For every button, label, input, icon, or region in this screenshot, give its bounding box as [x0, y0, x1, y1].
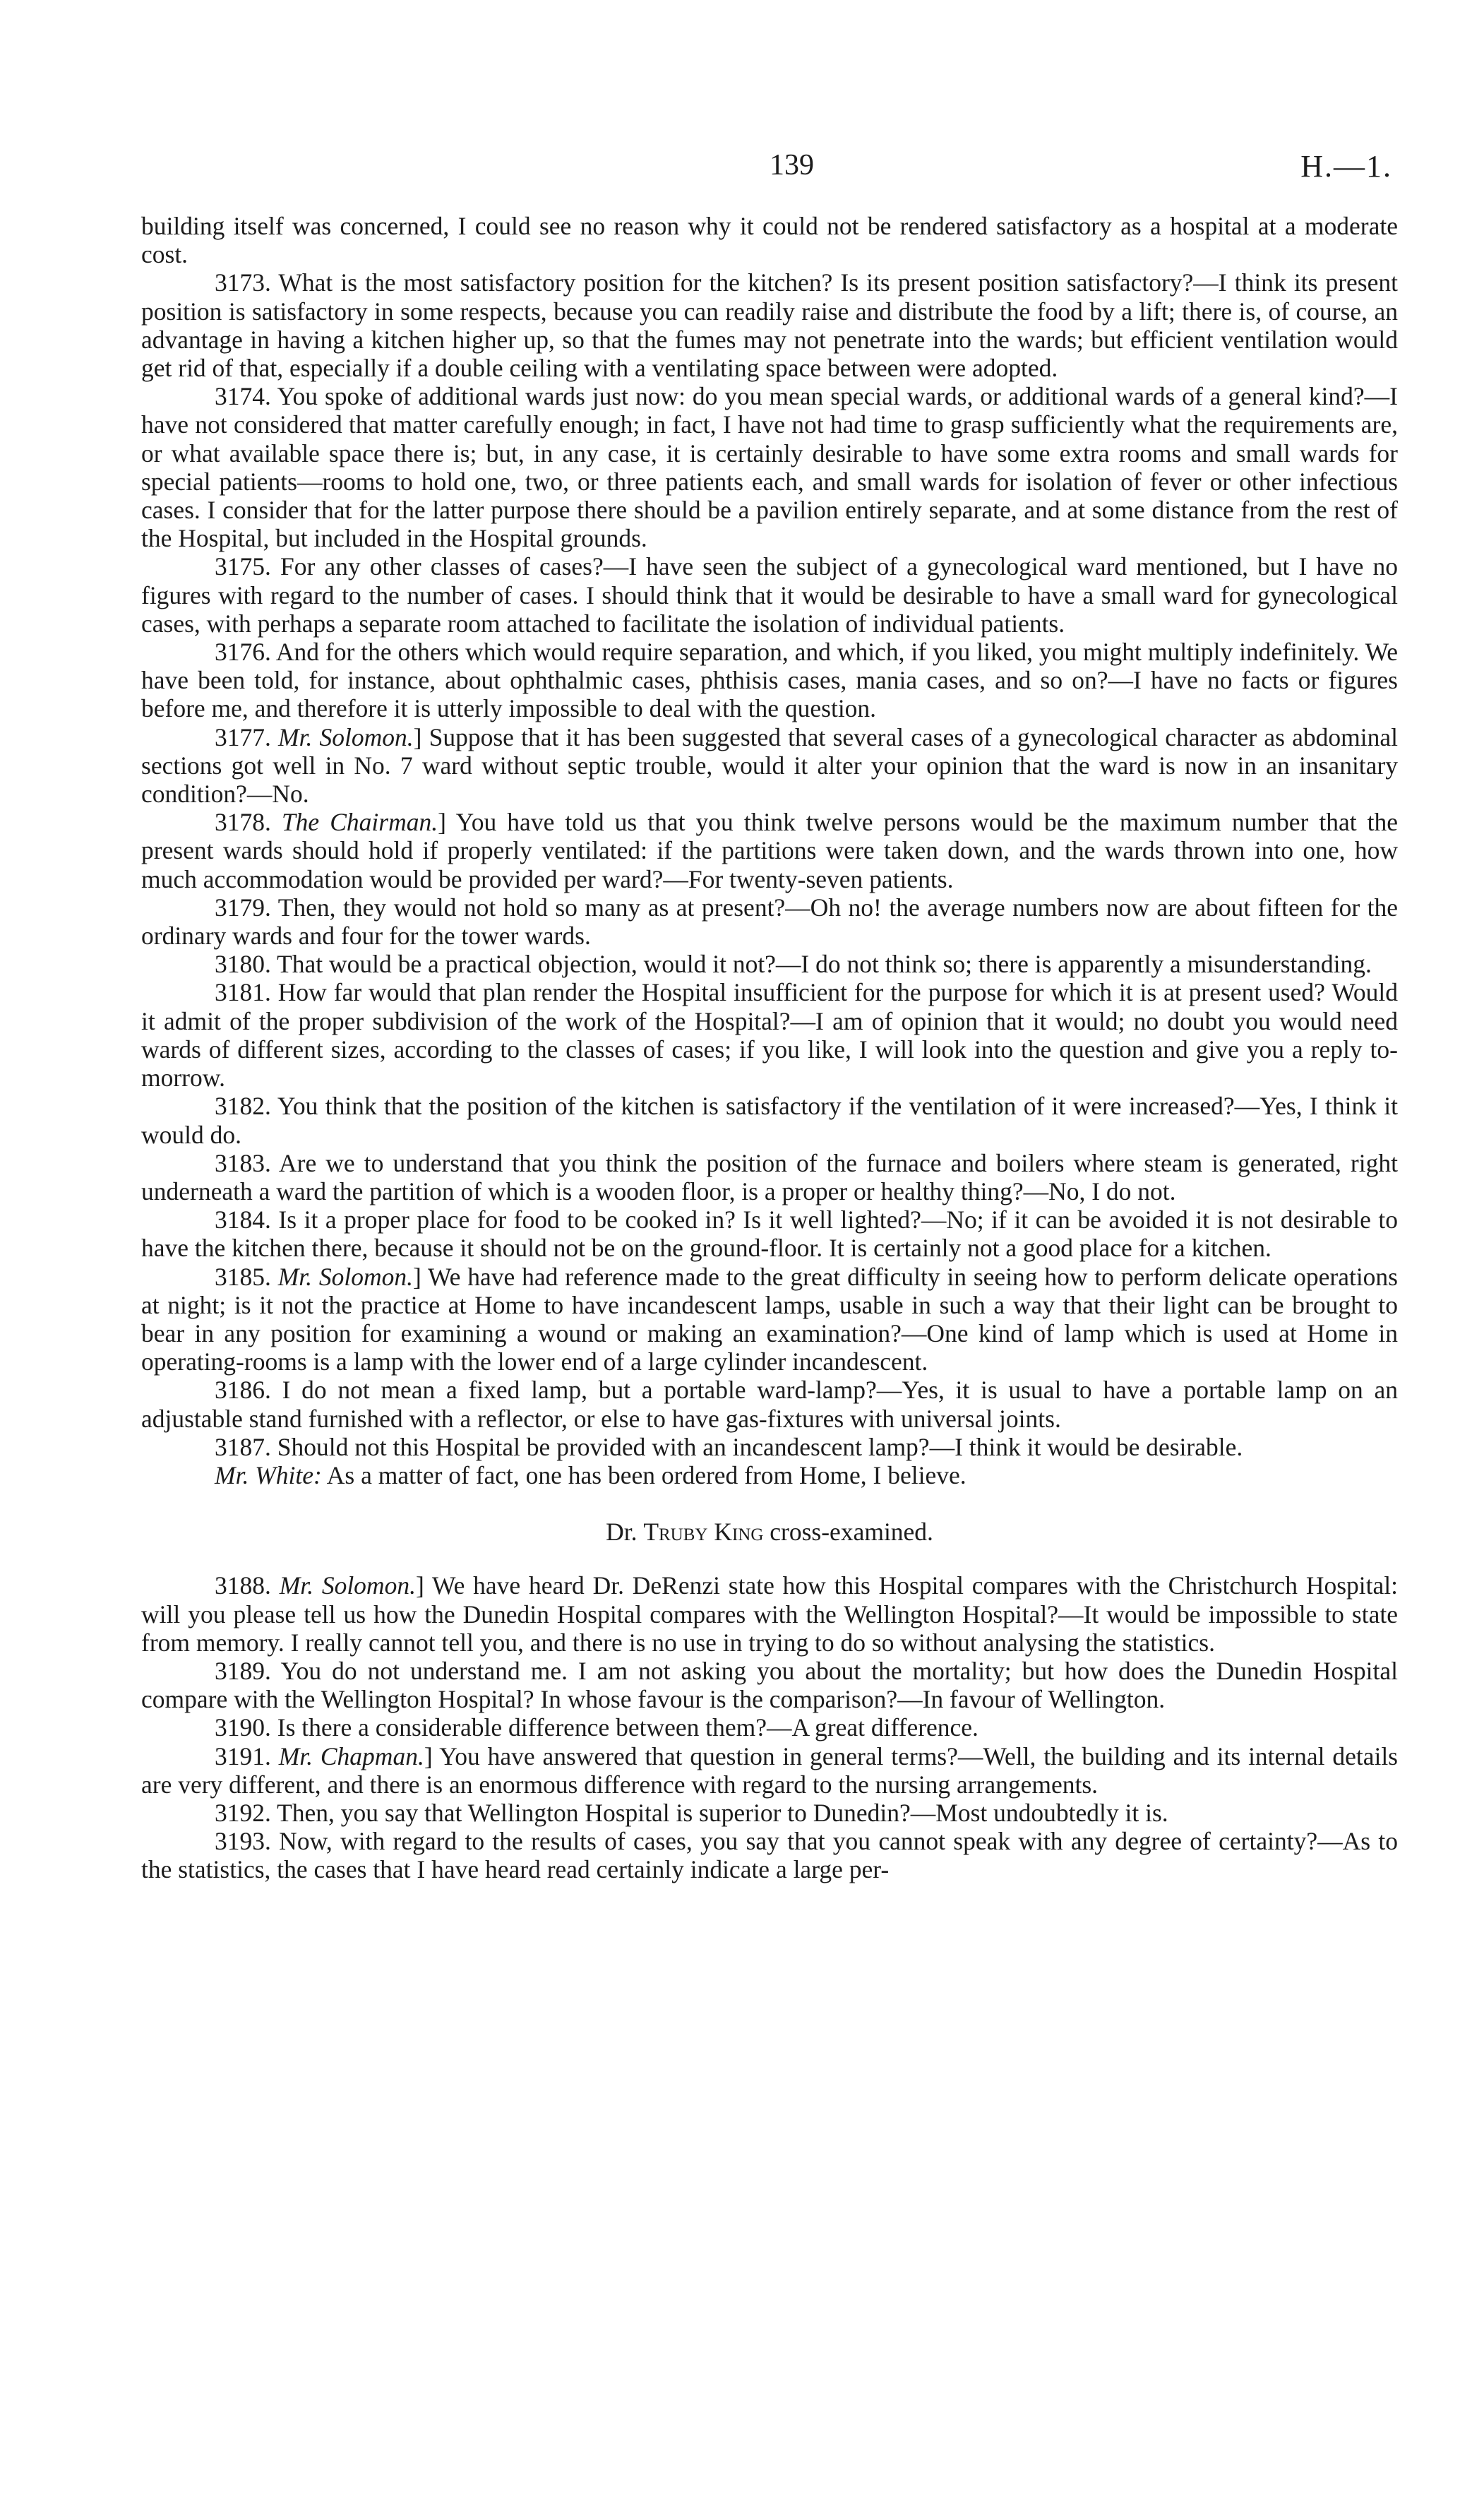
paragraph-3182: 3182. You think that the position of the kitchen is satisfactory if the ventilation of it were increased?—Yes, I think it would do. — [141, 1092, 1398, 1149]
question-number: 3178. — [215, 808, 271, 837]
paragraph-3192: 3192. Then, you say that Wellington Hospital is superior to Dunedin?—Most undoubtedly it is. — [215, 1798, 1168, 1827]
speaker-name: Mr. White: — [215, 1460, 322, 1489]
paragraph-3181: 3181. How far would that plan render the Hospital insufficient for the purpose for which it is at present used? Would it admit of the proper subdivision of the work of the Hospital?—I am of opinion that it would; no doubt you would need wards of different sizes, according to the classes of cases; if you like, I will look into the question and give you a reply to-morrow. — [141, 978, 1398, 1092]
question-number: 3191. — [215, 1741, 271, 1770]
witness-name: Truby King — [643, 1518, 764, 1547]
paragraph-3175: 3175. For any other classes of cases?—I have seen the subject of a gynecological ward mentioned, but I have no figures with regard to the number of cases. I should think that it would be desirable to have a small ward for gynecological cases, with perhaps a separate room attached to facilitate the isolation of individual patients. — [141, 552, 1398, 638]
section-heading — [141, 1518, 1398, 1546]
paragraph-3185 — [141, 1263, 1398, 1376]
speaker-name: Mr. Solomon. — [279, 1571, 416, 1600]
speaker-name: Mr. Solomon. — [277, 1262, 413, 1291]
interjection-mr-white — [141, 1461, 1398, 1489]
question-text: You have told us that you think twelve persons would be the maximum number that the present wards should hold if properly ventilated: if the partitions were taken down, and the wards thrown into one, how much accommodation would be provided per ward?—For twenty-seven patients. — [141, 808, 1398, 893]
paragraph-3177 — [141, 723, 1398, 809]
question-text: We have had reference made to the great difficulty in seeing how to perform delicate operations at night; is it not the practice at Home to have incandescent lamps, usable in such a way that their light can be brought to bear in any position for examining a wound or making an examination?—One kind of lamp which is used at Home in operating-rooms is a lamp with the lower end of a large cylinder incandescent. — [141, 1262, 1398, 1376]
paragraph-3191 — [141, 1742, 1398, 1799]
evidence-text — [141, 212, 1398, 1884]
paragraph-3190: 3190. Is there a considerable difference between them?—A great difference. — [215, 1713, 979, 1742]
speaker-bracket: ] — [424, 1741, 433, 1770]
paragraph-3178 — [141, 808, 1398, 893]
question-text: You have answered that question in general terms?—Well, the building and its internal details are very different, and there is an enormous difference with regard to the nursing arrangements. — [141, 1741, 1398, 1799]
question-number: 3188. — [215, 1571, 271, 1600]
question-number: 3177. — [215, 722, 271, 751]
speaker-bracket: ] — [415, 1571, 424, 1600]
speaker-bracket: ] — [438, 808, 446, 837]
paragraph-3174: 3174. You spoke of additional wards just now: do you mean special wards, or additional wards of a general kind?—I have not considered that matter carefully enough; in fact, I have not had time to grasp sufficiently what the requirements are, or what available space there is; but, in any case, it is certainly desirable to have some extra rooms and small wards for special patients—rooms to hold one, two, or three patients each, and small wards for isolation of fever or other infectious cases. I consider that for the latter purpose there should be a pavilion entirely separate, and at some distance from the rest of the Hospital, but included in the Hospital grounds. — [141, 382, 1398, 553]
interjection-text: As a matter of fact, one has been ordered from Home, I believe. — [321, 1460, 967, 1489]
heading-suffix: cross-examined. — [763, 1518, 933, 1547]
paragraph-3193: 3193. Now, with regard to the results of cases, you say that you cannot speak with any degree of certainty?—As to the statistics, the cases that I have heard read certainly indicate a large per- — [141, 1827, 1398, 1884]
paragraph-continued: building itself was concerned, I could see no reason why it could not be rendered satisfactory as a hospital at a moderate cost. — [141, 212, 1398, 269]
speaker-name: Mr. Chapman. — [278, 1741, 424, 1770]
paragraph-3187: 3187. Should not this Hospital be provided with an incandescent lamp?—I think it would be desirable. — [215, 1432, 1243, 1461]
paragraph-3188 — [141, 1571, 1398, 1657]
question-text: Suppose that it has been suggested that several cases of a gynecological character as abdominal sections got well in No. 7 ward without septic trouble, would it alter your opinion that the ward is now in an insanitary condition?—No. — [141, 722, 1398, 809]
heading-prefix: Dr. — [606, 1518, 644, 1547]
paragraph-3183: 3183. Are we to understand that you think the position of the furnace and boilers where steam is generated, right underneath a ward the partition of which is a wooden floor, is a proper or healthy thing?—No, I do not. — [141, 1148, 1398, 1205]
speaker-name: Mr. Solomon. — [278, 722, 414, 751]
paragraph-3180: 3180. That would be a practical objection, would it not?—I do not think so; there is apparently a misunderstanding. — [215, 950, 1372, 979]
paragraph-3186: 3186. I do not mean a fixed lamp, but a portable ward-lamp?—Yes, it is usual to have a portable lamp on an adjustable stand furnished with a reflector, or else to have gas-fixtures with universal joints. — [141, 1376, 1398, 1433]
question-text: We have heard Dr. DeRenzi state how this Hospital compares with the Christchurch Hospital: will you please tell us how the Dunedin Hospital compares with the Wellington Hospital?—It would be impossible to state from memory. I really cannot tell you, and there is no use in trying to do so without analysing the statistics. — [141, 1571, 1399, 1657]
paragraph-3173: 3173. What is the most satisfactory position for the kitchen? Is its present position satisfactory?—I think its present position is satisfactory in some respects, because you can readily raise and distribute the food by a lift; there is, of course, an advantage in having a kitchen higher up, so that the fumes may not penetrate into the wards; but efficient ventilation would get rid of that, especially if a double ceiling with a ventilating space between were adopted. — [141, 268, 1398, 383]
speaker-bracket: ] — [412, 1262, 421, 1291]
paragraph-3184: 3184. Is it a proper place for food to be cooked in? Is it well lighted?—No; if it can be avoided it is not desirable to have the kitchen there, because it should not be on the ground-floor. It is certainly not a good place for a kitchen. — [141, 1205, 1398, 1263]
question-number: 3185. — [215, 1262, 271, 1291]
speaker-name: The Chairman. — [281, 808, 438, 837]
page-number: 139 — [770, 149, 814, 181]
speaker-bracket: ] — [413, 722, 422, 751]
paragraph-3179: 3179. Then, they would not hold so many as at present?—Oh no! the average numbers now are about fifteen for the ordinary wards and four for the tower wards. — [141, 893, 1398, 951]
paragraph-3176: 3176. And for the others which would require separation, and which, if you liked, you might multiply indefinitely. We have been told, for instance, about ophthalmic cases, phthisis cases, mania cases, and so on?—I have no facts or figures before me, and therefore it is utterly impossible to deal with the question. — [141, 638, 1398, 723]
paragraph-3189: 3189. You do not understand me. I am not asking you about the mortality; but how does the Dunedin Hospital compare with the Wellington Hospital? In whose favour is the comparison?—In favour of Wellington. — [141, 1656, 1398, 1714]
page-header — [0, 148, 1484, 191]
document-reference: H.—1. — [1300, 149, 1392, 184]
